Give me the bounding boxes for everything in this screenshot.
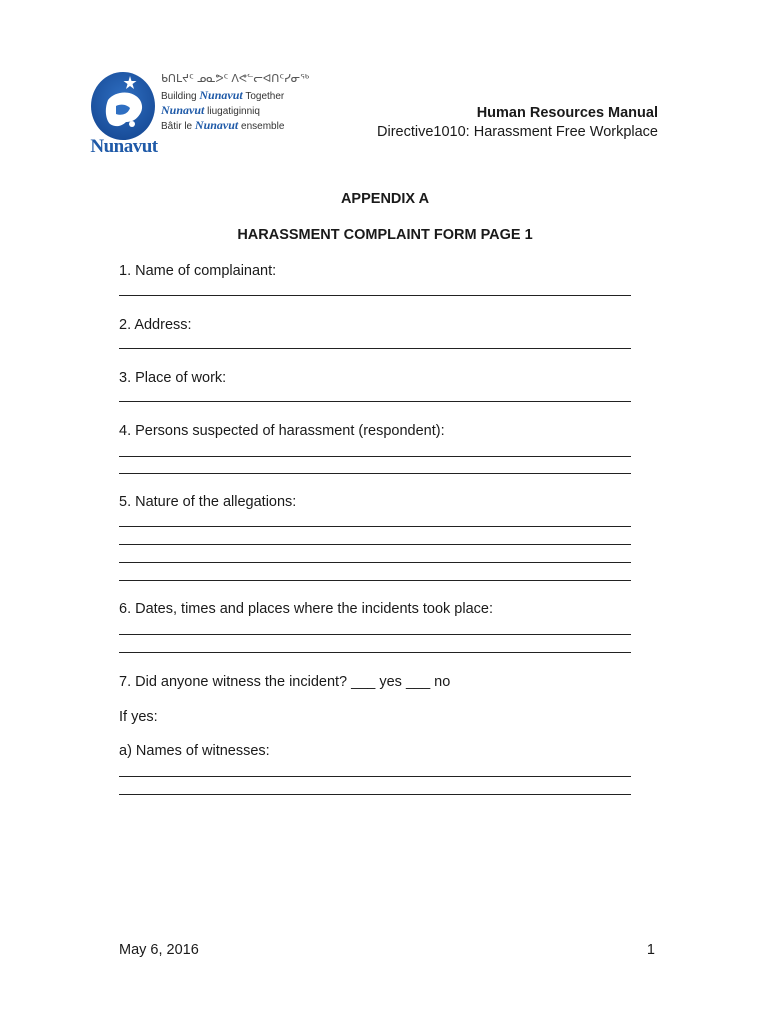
footer-date: May 6, 2016 — [119, 942, 199, 958]
logo-english-line — [161, 88, 284, 103]
logo-french-nunavut: Nunavut — [194, 118, 239, 132]
respondent-line-2[interactable] — [119, 473, 631, 474]
question-1-label: 1. Name of complainant: — [119, 263, 277, 279]
logo-inuinnaqtun-suffix: liugatiginniq — [204, 106, 260, 117]
witness-names-line-2[interactable] — [119, 794, 631, 795]
allegations-line-1[interactable] — [119, 526, 631, 527]
government-of-nunavut-logo — [86, 70, 310, 162]
if-yes-label: If yes: — [119, 709, 158, 725]
logo-english-prefix: Building — [161, 91, 200, 102]
witness-names-line-1[interactable] — [119, 776, 631, 777]
complainant-name-line[interactable] — [119, 295, 631, 296]
question-7a-label: a) Names of witnesses: — [119, 743, 270, 759]
appendix-heading: APPENDIX A — [340, 191, 430, 207]
logo-french-prefix: Bâtir le — [161, 121, 195, 132]
question-5-label: 5. Nature of the allegations: — [119, 494, 297, 510]
question-3-label: 3. Place of work: — [119, 370, 227, 386]
logo-english-suffix: Together — [242, 91, 285, 102]
allegations-line-2[interactable] — [119, 544, 631, 545]
logo-french-line — [161, 118, 284, 133]
allegations-line-3[interactable] — [119, 562, 631, 563]
question-7-label: 7. Did anyone witness the incident? ___ yes ___ no — [119, 674, 451, 690]
logo-french-suffix: ensemble — [238, 121, 285, 132]
allegations-line-4[interactable] — [119, 580, 631, 581]
incident-details-line-2[interactable] — [119, 652, 631, 653]
question-2-label: 2. Address: — [119, 317, 192, 333]
place-of-work-line[interactable] — [119, 401, 631, 402]
form-title: HARASSMENT COMPLAINT FORM PAGE 1 — [237, 227, 533, 243]
question-4-label: 4. Persons suspected of harassment (respondent): — [119, 423, 445, 439]
nunavut-emblem-icon — [86, 70, 162, 140]
directive-subtitle: Directive1010: Harassment Free Workplace — [377, 124, 658, 140]
logo-wordmark: Nunavut — [90, 136, 158, 157]
logo-inuinnaqtun-nunavut: Nunavut — [161, 103, 205, 117]
page-number: 1 — [646, 942, 655, 958]
logo-inuinnaqtun-line — [161, 103, 260, 118]
logo-syllabics-line: ᑲᑎᒪᔪᑦ ᓄᓇᕗᑦ ᐱᕙᓪᓕᐊᑎᑦᓯᓂᖅ — [161, 73, 310, 85]
incident-details-line-1[interactable] — [119, 634, 631, 635]
respondent-line-1[interactable] — [119, 456, 631, 457]
logo-english-nunavut: Nunavut — [199, 88, 243, 102]
address-line[interactable] — [119, 348, 631, 349]
question-6-label: 6. Dates, times and places where the incidents took place: — [119, 601, 493, 617]
manual-title: Human Resources Manual — [476, 105, 658, 121]
